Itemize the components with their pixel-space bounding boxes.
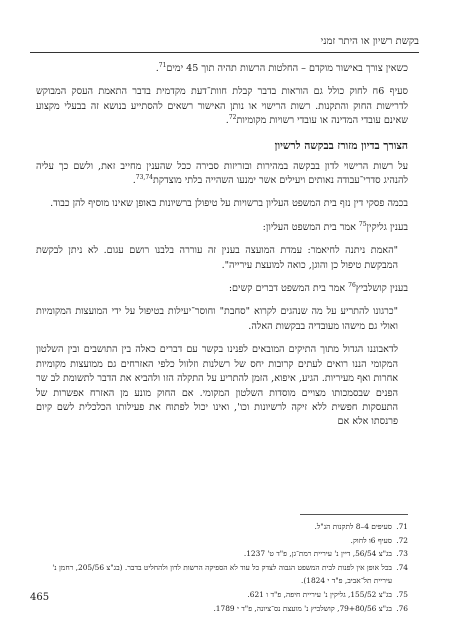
section-heading: הצורך בדיון מזורז בבקשה לרשיון [274, 139, 408, 152]
paragraph-5: בענין גליקין$^{75}$ אמר בית המשפט העליון: [262, 220, 408, 233]
main-text [36, 62, 408, 439]
footnote-item: 75. בג"צ 155/52, גליקין נ' עיריית חיפה, פ"ד ו 621. [247, 589, 408, 599]
footnote-ref-73-74: 73,74 [135, 173, 153, 181]
paragraph-6: בענין קושלביץ$^{76}$ אמר בית המשפט דברים קשים: [228, 281, 408, 295]
paragraph-1: כשאין צורך באישור מוקדם – החלטות הרשות תהיה תוך 45 ימים$^{71}$. [155, 61, 408, 74]
footnote-ref-75: 75 [358, 220, 367, 228]
paragraph-3: על רשות הרישוי לדון בבקשה במהירות ובזריזות סבירה ככל שהענין מחייב זאת, ולשם כך עליה להנהיג סדרי־עבודה נאותים ויעילים אשר ימנעו השהייה בלתי מוצדקת$^{73,74}$. [36, 160, 408, 187]
quote-2: "כרגונו להתריע על מה שנהגים לקרוא "סחבת" וחוסר־יעילות בטיפול על ידי המועצות המקומיות ואולי גם מישהו מעובדיה בבקשות האלה. [36, 306, 398, 332]
paragraph-4: בכמה פסקי דין נזף בית המשפט העליון ברשויות על טיפולן ברשיונות באופן שאינו מוסיף להן כבוד. [50, 198, 408, 210]
quote-3: לדאבוננו הגדול מתוך התיקים המובאים לפנינו בקשר עם דברים כאלה בין התושבים ובין השלטון המקומי הננו רואים לעתים קרובות יחס של רשלנות וזלזול כלפי האזרחים גם ממועצות מקומיות אחרות ואף מעיריות. הגיע, איפוא, הזמן להתריע על התקלה הזו ולהביא את הדבר לתשומת לב שר הפנים שבסמכותו מצויים מוסדות השלטון המקומי. אם החוק מונע מן האזרח אפשרות של התעסקות חפשית ללא זיקה לרשיונות וכו', ואינו יכול לפתוח את פעילותו הכלכלית לשם קיום פרנסתו אלא אם [36, 344, 398, 428]
quote-1: "האמת ניתנה לחיאמר: עמדת המועצה בענין זה עוררה בלבנו רושם עגום. לא ניתן לבקשת המבקשת טיפול כן והוגן, כואה למועצת עירייה". [36, 245, 398, 271]
footnote-item: 73. בג"צ 56/54, דיין נ' עיריית רמת־גן, פ"ד ט' 1237. [243, 549, 408, 559]
footnote-ref-72: 72 [228, 114, 237, 122]
paragraph-2: סעיף 6ח לחוק כולל גם הוראות בדבר קבלת חוות־דעת מקדמית בדבר התאמת העסק המבוקש לדרישות החוק והתקנות. רשות הרישוי או נותן האישור רשאים להסתייע בנושא זה בבעלי מקצוע שאינם עובדי המדינה או עובדי רשויות מקומיות$^{72}$. [36, 86, 408, 127]
running-header: בקשת רשיון או היתר זמני [320, 36, 419, 47]
footnote-item: 74. בכל אופן אין לפנות לבית המשפט הגבוה לצדק כל עוד לא הספיקה הרשות לדון ולהחליט בדבר. (בג"צ 205/56, רחמן נ' עיריית תל־אביב, פ"ד י 1824). [52, 562, 408, 586]
footnote-item: 72. סעיף 6ו לחוק. [350, 535, 408, 545]
header-rule [30, 52, 419, 53]
footnote-item: 76. בג"צ 79+80/56, קושלביץ נ' מועצת נס־ציונה, פ"ד י 1789. [213, 603, 408, 613]
footnote-ref-71: 71 [158, 61, 167, 69]
footnote-ref-76: 76 [348, 281, 356, 289]
page-number: 465 [30, 592, 50, 603]
footnotes [36, 520, 408, 615]
footnote-item: 71. סעיפים 4–8 לתקנות הנ"ל. [314, 522, 408, 531]
footnote-rule [300, 514, 408, 515]
